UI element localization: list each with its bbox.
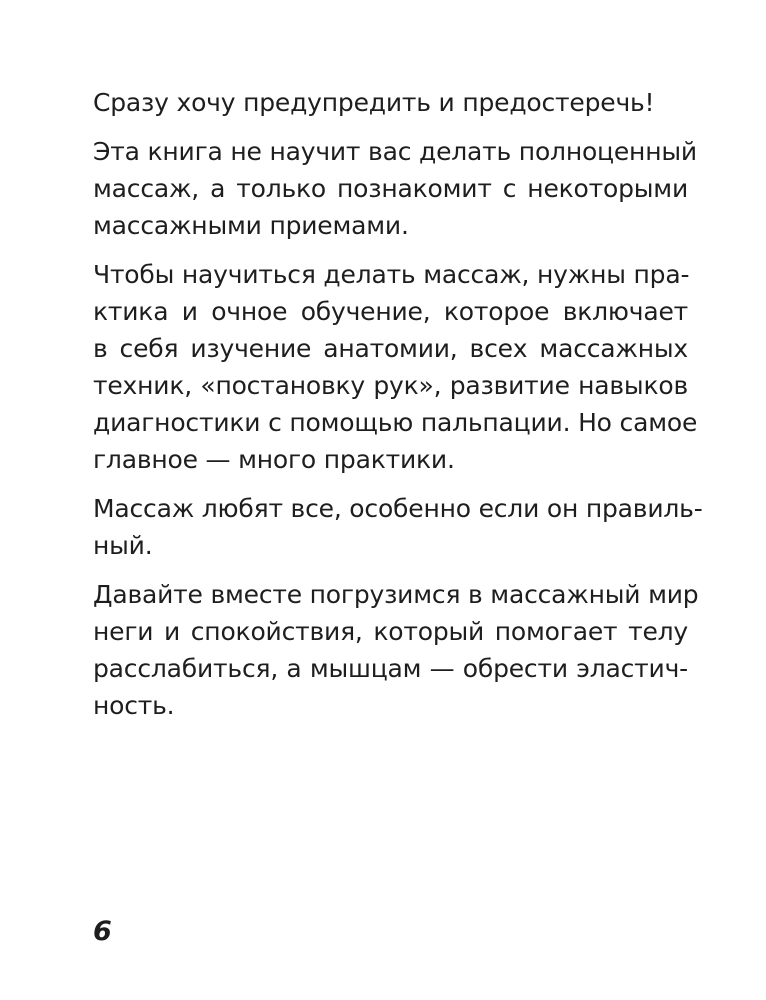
- text-line: Эта книга не научит вас делать полноценный: [93, 137, 697, 166]
- text-line: Давайте вместе погрузимся в массажный мир: [93, 580, 699, 609]
- paragraph-warning: [93, 84, 688, 121]
- text-line: ность.: [93, 691, 175, 720]
- text-line: Чтобы научиться делать массаж, нужны пра-: [93, 260, 690, 289]
- text-line: Массаж любят все, особенно если он правиль-: [93, 494, 703, 523]
- text-line: в себя изучение анатомии, всех массажных: [93, 334, 688, 363]
- paragraph-invitation: [93, 576, 699, 724]
- page-body: [93, 84, 703, 736]
- text-line: Сразу хочу предупредить и предостеречь!: [93, 88, 655, 117]
- text-line: ктика и очное обучение, которое включает: [93, 297, 688, 326]
- paragraph-everyone-loves: [93, 490, 703, 564]
- text-line: массажными приемами.: [93, 211, 409, 240]
- text-line: расслабиться, а мышцам — обрести эластич-: [93, 654, 688, 683]
- page-number: 6: [93, 916, 112, 947]
- text-line: неги и спокойствия, который помогает телу: [93, 617, 688, 646]
- paragraph-book-scope: [93, 133, 697, 244]
- text-line: ный.: [93, 531, 153, 560]
- paragraph-learning: [93, 256, 698, 478]
- text-line: главное — много практики.: [93, 445, 455, 474]
- text-line: диагностики с помощью пальпации. Но самое: [93, 408, 698, 437]
- text-line: техник, «постановку рук», развитие навыков: [93, 371, 688, 400]
- text-line: массаж, а только познакомит с некоторыми: [93, 174, 688, 203]
